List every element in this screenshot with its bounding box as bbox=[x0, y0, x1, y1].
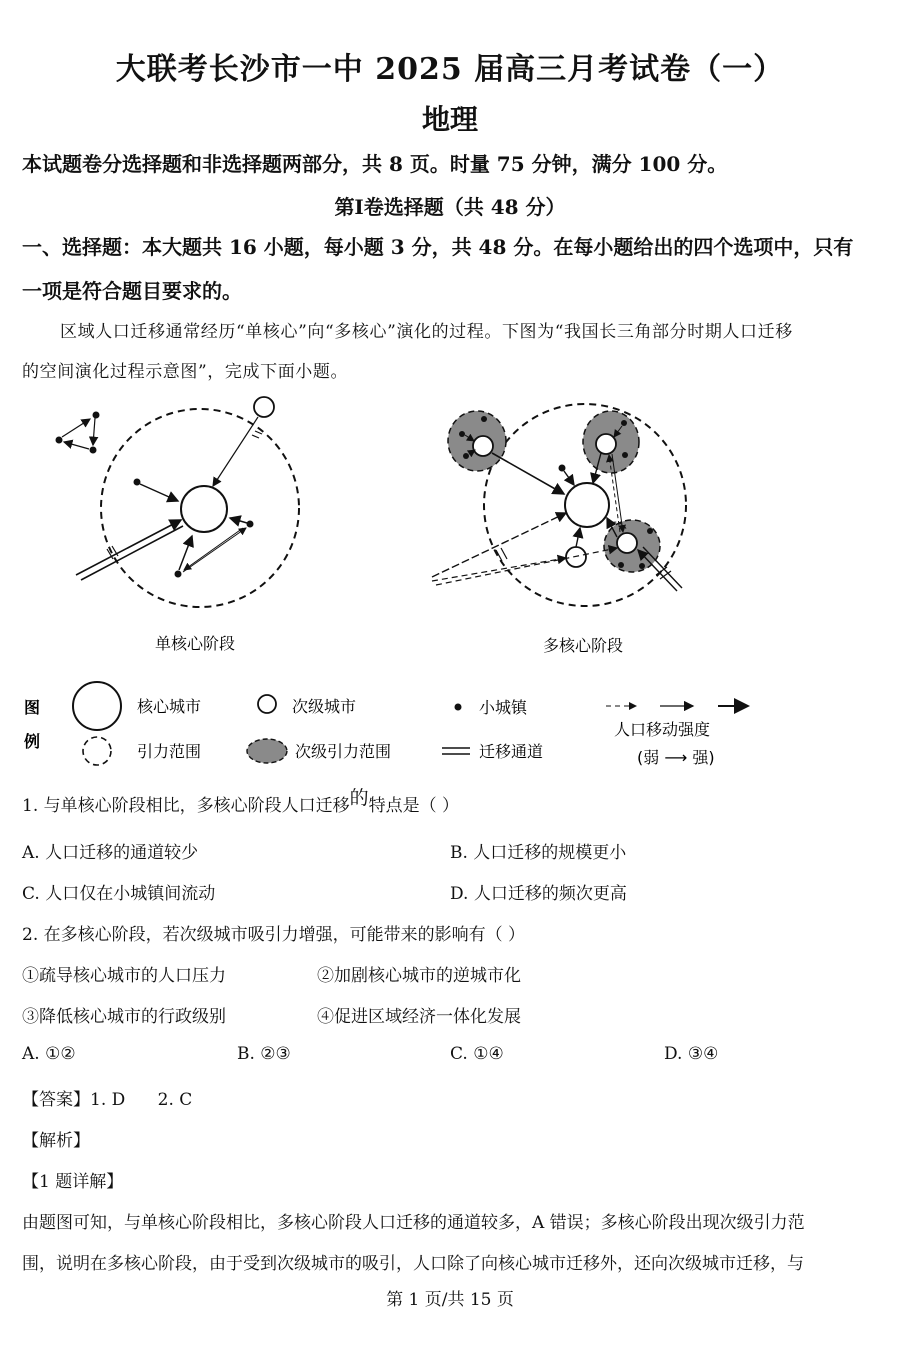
secondary-city bbox=[566, 547, 586, 567]
legend-intensity-label: 人口移动强度 bbox=[614, 720, 711, 739]
question-2-option-b[interactable]: B. ②③ bbox=[237, 1044, 291, 1064]
question-2-item-4: ④促进区域经济一体化发展 bbox=[317, 1007, 521, 1027]
question-1-stem bbox=[22, 787, 460, 817]
legend-core-city-icon bbox=[73, 682, 121, 730]
core-city bbox=[565, 483, 609, 527]
analysis-heading: 【解析】 bbox=[22, 1131, 90, 1151]
legend-core-city-label: 核心城市 bbox=[137, 697, 202, 716]
question-2-item-3: ③降低核心城市的行政级别 bbox=[22, 1007, 226, 1027]
small-town bbox=[175, 571, 182, 578]
small-town bbox=[247, 521, 254, 528]
question-1-option-d[interactable]: D. 人口迁移的频次更高 bbox=[450, 884, 627, 904]
page-footer: 第 1 页/共 15 页 bbox=[386, 1290, 514, 1310]
section-instruction-line2: 一项是符合题目要求的。 bbox=[22, 279, 242, 303]
legend-secondary-range-icon bbox=[247, 739, 287, 763]
legend-title: 图 bbox=[24, 698, 41, 717]
stem-line1: 区域人口迁移通常经历“单核心”向“多核心”演化的过程。下图为“我国长三角部分时期人口迁移 bbox=[60, 322, 793, 342]
secondary-city bbox=[254, 397, 274, 417]
core-city bbox=[181, 486, 227, 532]
small-town bbox=[134, 479, 141, 486]
question-1-stem-sup: 的 bbox=[349, 787, 369, 809]
question-1-option-a[interactable]: A. 人口迁移的通道较少 bbox=[22, 843, 199, 863]
question-1-option-c[interactable]: C. 人口仅在小城镇间流动 bbox=[22, 884, 216, 904]
migration-figure bbox=[0, 385, 900, 775]
question-2-option-a[interactable]: A. ①② bbox=[22, 1044, 76, 1064]
question-1-stem-part: 1. 与单核心阶段相比，多核心阶段人口迁移 bbox=[22, 796, 350, 816]
legend-intensity-scale: (弱 ⟶ 强) bbox=[637, 748, 715, 767]
legend-small-town-label: 小城镇 bbox=[479, 698, 528, 717]
multi-core-diagram bbox=[432, 404, 686, 606]
answer-line: 【答案】1. D 2. C bbox=[22, 1090, 193, 1110]
legend-title: 例 bbox=[24, 732, 41, 751]
label-multi-core: 多核心阶段 bbox=[542, 636, 624, 655]
secondary-city bbox=[596, 434, 616, 454]
question-2-item-2: ②加剧核心城市的逆城市化 bbox=[317, 966, 521, 986]
small-town bbox=[56, 437, 63, 444]
question-2-item-1: ①疏导核心城市的人口压力 bbox=[22, 966, 226, 986]
single-core-diagram bbox=[56, 397, 300, 607]
small-town bbox=[90, 447, 97, 454]
legend-attraction-range-icon bbox=[83, 737, 111, 765]
stem-line2: 的空间演化过程示意图”，完成下面小题。 bbox=[22, 362, 349, 382]
question-1-stem-part: 特点是（ ） bbox=[368, 796, 460, 816]
legend-attraction-range-label: 引力范围 bbox=[137, 742, 202, 761]
paper-title: 大联考长沙市一中 2025 届高三月考试卷（一） bbox=[115, 52, 785, 87]
question-2-stem: 2. 在多核心阶段，若次级城市吸引力增强，可能带来的影响有（ ） bbox=[22, 925, 526, 945]
small-town bbox=[93, 412, 100, 419]
section-instruction-line1: 一、选择题：本大题共 16 小题，每小题 3 分，共 48 分。在每小题给出的四个选项中，只有 bbox=[22, 235, 854, 259]
secondary-city bbox=[617, 533, 637, 553]
intro-text: 本试题卷分选择题和非选择题两部分，共 8 页。时量 75 分钟，满分 100 分。 bbox=[22, 152, 728, 176]
label-single-core: 单核心阶段 bbox=[154, 634, 236, 653]
section-title: 第Ⅰ卷选择题（共 48 分） bbox=[334, 195, 566, 219]
legend-channel-label: 迁移通道 bbox=[479, 742, 544, 761]
legend-small-town-icon bbox=[455, 704, 462, 711]
legend-secondary-city-label: 次级城市 bbox=[292, 697, 357, 716]
legend bbox=[24, 682, 748, 767]
question-2-option-d[interactable]: D. ③④ bbox=[664, 1044, 719, 1064]
secondary-city bbox=[473, 436, 493, 456]
subject-title: 地理 bbox=[421, 103, 478, 136]
legend-secondary-city-icon bbox=[258, 695, 276, 713]
question-2-option-c[interactable]: C. ①④ bbox=[450, 1044, 504, 1064]
detail-line-1: 由题图可知，与单核心阶段相比，多核心阶段人口迁移的通道较多，A 错误；多核心阶段出现次级引力范 bbox=[22, 1213, 805, 1233]
detail-heading: 【1 题详解】 bbox=[22, 1172, 124, 1192]
legend-secondary-range-label: 次级引力范围 bbox=[295, 742, 392, 761]
detail-line-2: 围，说明在多核心阶段，由于受到次级城市的吸引，人口除了向核心城市迁移外，还向次级城市迁移，与 bbox=[22, 1254, 804, 1274]
question-1-option-b[interactable]: B. 人口迁移的规模更小 bbox=[450, 843, 627, 863]
